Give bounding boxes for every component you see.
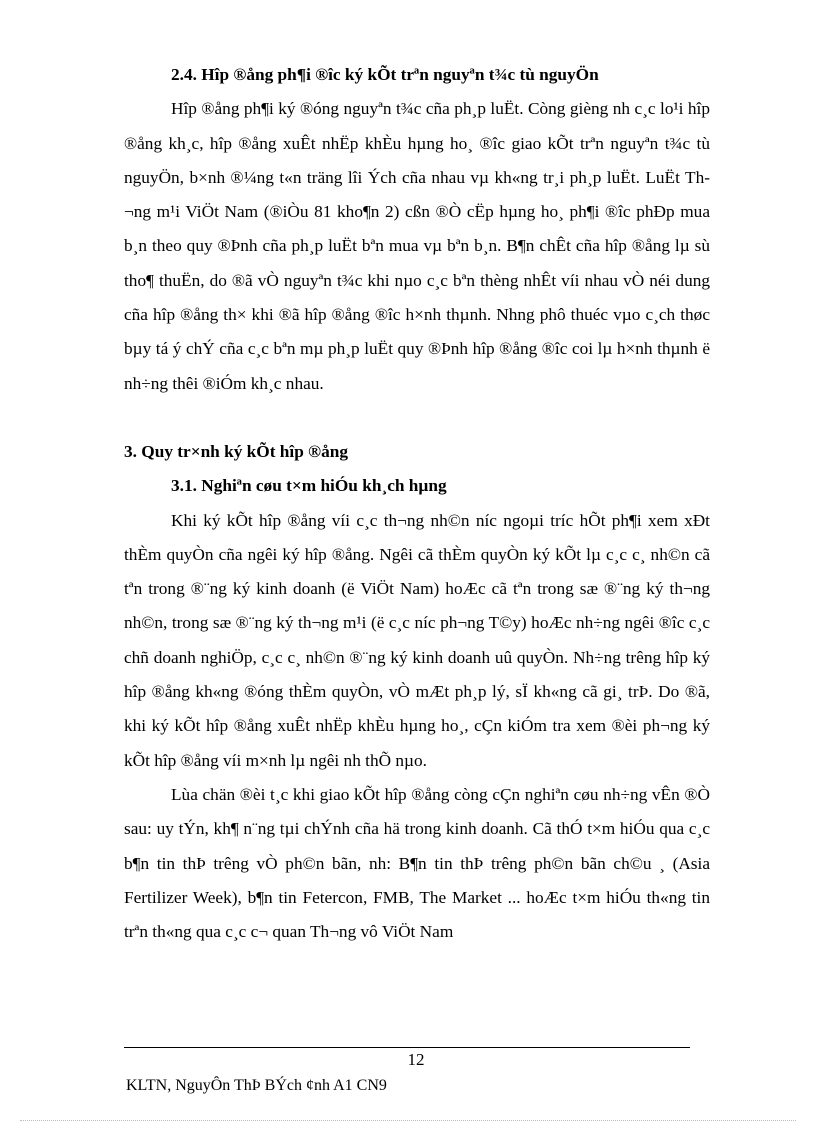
heading-3-1: 3.1. Nghiªn cøu t×m hiÓu kh¸ch hµng: [171, 476, 447, 496]
paragraph-2-4: Hîp ®ång ph¶i ký ®óng nguyªn t¾c cña ph¸p luËt. Còng gièng nh c¸c lo¹i hîp ®ång kh¸c, hîp ®ång xuÊt nhËp khÈu hµng ho¸ ®îc giao kÕt trªn nguyªn t¾c tù nguyÖn, b×nh ®¼ng t«n träng lîi Ých cña nhau vµ kh«ng tr¸i ph¸p luËt. LuËt Th¬ng m¹i ViÖt Nam (®iÒu 81 kho¶n 2) cßn ®Ò cËp hµng ho¸ ph¶i ®îc phÐp mua b¸n theo quy ®Þnh cña ph¸p luËt bªn mua vµ bªn b¸n. B¶n chÊt cña hîp ®ång lµ sù tho¶ thuËn, do ®ã vÒ nguyªn t¾c khi nµo c¸c bªn thèng nhÊt víi nhau vÒ néi dung cña hîp ®ång th× khi ®ã hîp ®ång ®îc h×nh thµnh. Nhng phô thuéc vµo c¸ch thøc bµy tá ý chÝ cña c¸c bªn mµ ph¸p luËt quy ®Þnh hîp ®ång ®îc coi lµ h×nh thµnh ë nh÷ng thêi ®iÓm kh¸c nhau.: [124, 99, 710, 393]
page-edge-divider: [20, 1120, 796, 1121]
paragraph-3-1-b: Lùa chän ®èi t¸c khi giao kÕt hîp ®ång còng cÇn nghiªn cøu nh÷ng vÊn ®Ò sau: uy tÝn, kh¶ n¨ng tµi chÝnh cña hä trong kinh doanh. Cã thÓ t×m hiÓu qua c¸c b¶n tin thÞ trêng vÒ ph©n bãn, nh: B¶n tin thÞ trêng ph©n bãn ch©u ¸ (Asia Fertilizer Week), b¶n tin Fetercon, FMB, The Market ... hoÆc t×m hiÓu th«ng tin trªn th«ng qua c¸c c¬ quan Th¬ng vô ViÖt Nam: [124, 784, 710, 942]
heading-2-4: 2.4. Hîp ®ång ph¶i ®îc ký kÕt trªn nguyªn t¾c tù nguyÖn: [171, 65, 599, 84]
page-number: 12: [407, 1050, 425, 1069]
page-body: [124, 58, 710, 949]
footer-author-line: KLTN, NguyÔn ThÞ BÝch ¢nh A1 CN9: [126, 1077, 387, 1094]
spacer: [124, 401, 710, 435]
paragraph-3-1-a: Khi ký kÕt hîp ®ång víi c¸c th¬ng nh©n níc ngoµi tríc hÕt ph¶i xem xÐt thÈm quyÒn cña ngêi ký hîp ®ång. Ngêi cã thÈm quyÒn ký kÕt lµ c¸c c¸ nh©n cã tªn trong ®¨ng ký kinh doanh (ë ViÖt Nam) hoÆc cã tªn trong sæ ®¨ng ký th¬ng nh©n, trong sæ ®¨ng ký th¬ng m¹i (ë c¸c níc ph¬ng T©y) hoÆc nh÷ng ngêi ®îc c¸c chñ doanh nghiÖp, c¸c c¸ nh©n ®¨ng ký kinh doanh uû quyÒn. Nh÷ng trêng hîp ký hîp ®ång kh«ng ®óng thÈm quyÒn, vÒ mÆt ph¸p lý, sÏ kh«ng cã gi¸ trÞ. Do ®ã, khi ký kÕt hîp ®ång xuÊt nhËp khÈu hµng ho¸, cÇn kiÓm tra xem ®èi ph¬ng ký kÕt hîp ®ång víi m×nh lµ ngêi nh thÕ nµo.: [124, 510, 710, 770]
heading-3: 3. Quy tr×nh ký kÕt hîp ®ång: [124, 441, 348, 461]
footer-divider: [124, 1047, 690, 1048]
